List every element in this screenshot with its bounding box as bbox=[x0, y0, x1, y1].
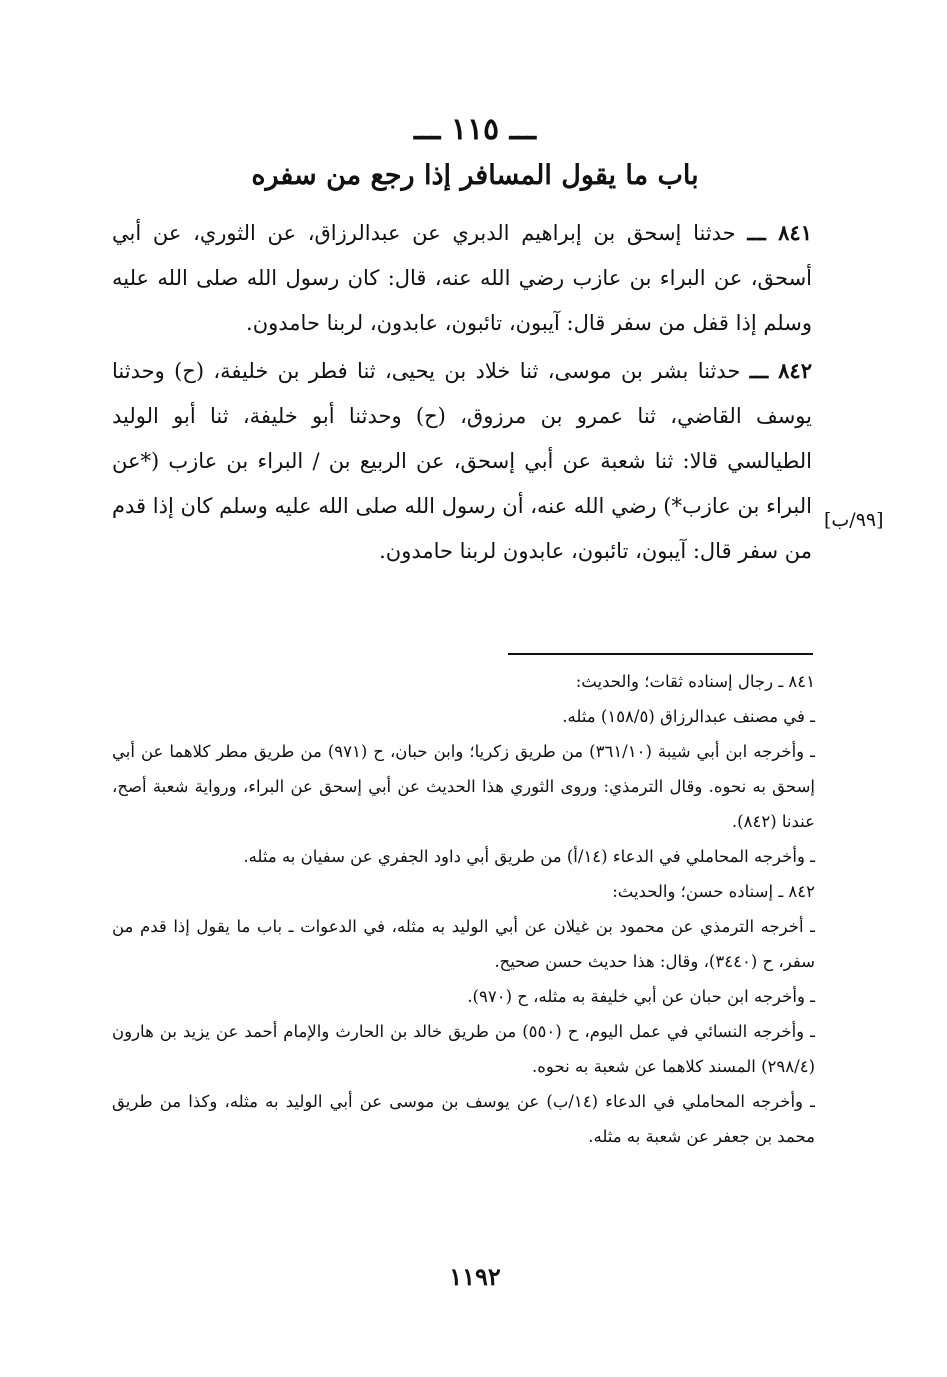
footnote-line: ـ وأخرجه المحاملي في الدعاء (١٤/أ) من طريق أبي داود الجفري عن سفيان به مثله. bbox=[243, 847, 815, 866]
running-page-number: ـــ ١١٥ ـــ bbox=[414, 112, 536, 147]
footnote-line bbox=[112, 664, 815, 699]
footnote-line bbox=[112, 874, 815, 909]
hadith-text: حدثنا بشر بن موسى، ثنا خلاد بن يحيى، ثنا فطر بن خليفة، (ح) وحدثنا يوسف القاضي، ثنا عمرو بن مرزوق، (ح) وحدثنا أبو خليفة، ثنا أبو الوليد الطيالسي قالا: ثنا شعبة عن أبي إسحق، عن الربيع بن / البراء بن عازب (*عن البراء بن عازب*) رضي الله عنه، أن رسول الله صلى الله عليه وسلم كان إذا قدم من سفر قال: آيبون، تائبون، عابدون لربنا حامدون. bbox=[112, 359, 812, 563]
footnote-number: ٨٤٢ ـ bbox=[778, 882, 815, 901]
footnote-line: ـ وأخرجه ابن حبان عن أبي خليفة به مثله، ح (٩٧٠). bbox=[467, 987, 815, 1006]
footnotes bbox=[112, 664, 815, 1154]
footnote-line: ـ وأخرجه النسائي في عمل اليوم، ح (٥٥٠) من طريق خالد بن الحارث والإمام أحمد عن يزيد بن هارون (٢٩٨/٤) المسند كلاهما عن شعبة به نحوه. bbox=[112, 1022, 815, 1076]
hadith-number: ٨٤٢ ـــ bbox=[749, 358, 812, 383]
hadith-paragraph bbox=[112, 348, 812, 574]
footnote-line: ـ أخرجه الترمذي عن محمود بن غيلان عن أبي الوليد به مثله، في الدعوات ـ باب ما يقول إذا قدم من سفر، ح (٣٤٤٠)، وقال: هذا حديث حسن صحيح. bbox=[112, 917, 815, 971]
footnote-line: ـ في مصنف عبدالرزاق (١٥٨/٥) مثله. bbox=[562, 707, 815, 726]
hadith-text: حدثنا إسحق بن إبراهيم الدبري عن عبدالرزاق، عن الثوري، عن أبي أسحق، عن البراء بن عازب رضي الله عنه، قال: كان رسول الله صلى الله عليه وسلم إذا قفل من سفر قال: آيبون، تائبون، عابدون، لربنا حامدون. bbox=[112, 221, 812, 335]
main-text bbox=[112, 210, 812, 576]
footnote-number: ٨٤١ ـ bbox=[778, 672, 815, 691]
hadith-number: ٨٤١ ـــ bbox=[747, 220, 812, 245]
footnote-line: ـ وأخرجه المحاملي في الدعاء (١٤/ب) عن يوسف بن موسى عن أبي الوليد به مثله، وكذا من طريق محمد بن جعفر عن شعبة به مثله. bbox=[112, 1092, 815, 1146]
footnote-separator bbox=[508, 653, 813, 655]
footnote-text: رجال إسناده ثقات؛ والحديث: bbox=[575, 672, 774, 691]
footnote-text: إسناده حسن؛ والحديث: bbox=[612, 882, 774, 901]
page-number: ١١٩٢ bbox=[449, 1262, 501, 1291]
margin-manuscript-reference: [٩٩/ب] bbox=[824, 509, 884, 531]
hadith-paragraph bbox=[112, 210, 812, 346]
footnote-line: ـ وأخرجه ابن أبي شيبة (٣٦١/١٠) من طريق زكريا؛ وابن حبان، ح (٩٧١) من طريق مطر كلاهما عن أبي إسحق به نحوه. وقال الترمذي: وروى الثوري هذا الحديث عن أبي إسحق عن البراء، ورواية شعبة أصح، عندنا (٨٤٢). bbox=[112, 742, 815, 831]
chapter-title: باب ما يقول المسافر إذا رجع من سفره bbox=[251, 160, 699, 191]
